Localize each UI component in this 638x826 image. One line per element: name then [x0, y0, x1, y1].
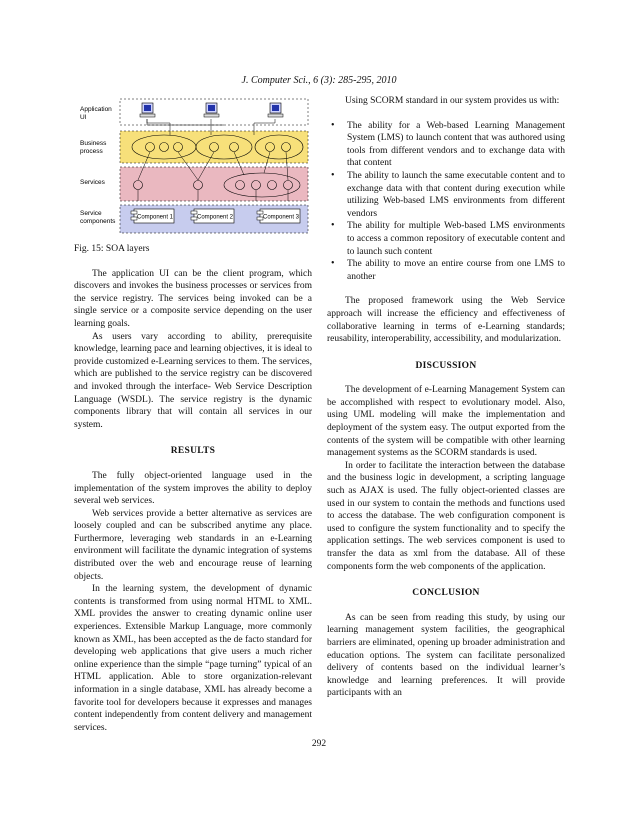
soa-layers-figure [74, 95, 312, 235]
left-column [74, 95, 312, 734]
running-header: J. Computer Sci., 6 (3): 285-295, 2010 [241, 75, 397, 86]
right-column [327, 95, 565, 700]
computer-icon [204, 103, 219, 117]
paragraph: The proposed framework using the Web Service approach will increase the efficiency and effectiveness of collaborative learning in terms of e-Learning standards; reusability, interoperability, accessibility, and modularization. [327, 296, 565, 345]
paragraph: Using SCORM standard in our system provides us with: [345, 96, 560, 106]
layer-label-components-1: Service [80, 210, 102, 217]
paragraph: As can be seen from reading this study, by using our learning management system facilities, the geographical barriers are eliminated, opening up broader administration and education options. The system can facilitate personalized delivery of contents based on the individual learner’s knowledge and learning preferences. It will provide participants with an [327, 612, 565, 699]
section-heading-conclusion: CONCLUSION [412, 588, 480, 599]
paragraph: The development of e-Learning Management System can be accomplished with respect to evolutionary model. Also, using UML modeling will make the implementation and deployment of the system easy. The output exported from the contents of the system will be compatible with other learning management systems as the SCORM standards is used. [327, 385, 565, 459]
component-3-box [257, 209, 300, 223]
paragraph: In the learning system, the development of dynamic contents is transformed from using normal HTML to XML. XML provides the answer to creating dynamic online user experiences. Extensible Markup Language, more commonly known as XML, has been accepted as the de facto standard for developing web applications that give users a much richer online experience than the simple “page turning” typical of an HTML application. Able to store organization-relevant information in a single database, XML has already become a favorite tool for developers because it expresses and manages content independently from content delivery and management services. [74, 584, 312, 733]
paragraph: As users vary according to ability, prerequisite knowledge, learning pace and learning objectives, it is ideal to provide customized e-Learning services to them. The services, which are published to the service registry can be discovered and invoked through the interface- Web Service Description Language (WSDL). The service registry is the dynamic components library that will contain all services in our system. [74, 331, 312, 430]
figure-caption: Fig. 15: SOA layers [74, 244, 150, 254]
layer-label-business-2: process [80, 148, 103, 155]
paragraph: Web services provide a better alternative as services are loosely coupled and can be subscribed anytime any place. Furthermore, leveraging web standards in an e-Learning environment will facilitate the dynamic integration of systems distributed over the web and encourage reuse of learning objects. [74, 508, 312, 582]
component-2-box [191, 209, 234, 223]
component-1-label: Component 1 [136, 214, 174, 221]
list-item: • The ability for multiple Web-based LMS environments to access a common repository of executable content and to launch such content [327, 220, 565, 258]
section-heading-discussion: DISCUSSION [415, 360, 477, 371]
layer-label-app-ui-1: Application [80, 106, 112, 113]
page-number: 292 [311, 739, 327, 749]
component-3-label: Component 3 [262, 214, 300, 221]
component-2-label: Component 2 [196, 214, 234, 221]
scorm-benefits-list [327, 120, 565, 284]
list-item: • The ability to move an entire course from one LMS to another [327, 258, 565, 283]
section-heading-results: RESULTS [170, 446, 216, 457]
soa-diagram [74, 95, 312, 235]
list-item: • The ability for a Web-based Learning Management System (LMS) to launch content that was authored using tools from different vendors and to exchange data with that content [327, 120, 565, 170]
layer-label-components-2: components [80, 218, 116, 225]
computer-icon [268, 103, 283, 117]
paragraph: The fully object-oriented language used in the implementation of the system improves the ability to deploy several web services. [74, 470, 312, 507]
paragraph: In order to facilitate the interaction between the database and the business logic in development, a scripting language such as AJAX is used. The fully object-oriented classes are used in our system to contain the methods and functions used to access the database. The web configuration component is used to configure the system functionality and to specify the application settings. The web services component is used to transfer the data as xml from the database. All of these components form the web components of the application. [327, 460, 565, 572]
paragraph: The application UI can be the client program, which discovers and invokes the business processes or services from the service registry. The services being invoked can be a single service or a composite service depending on the user learning goals. [74, 268, 312, 329]
computer-icon [140, 103, 155, 117]
layer-label-app-ui-2: UI [80, 114, 87, 121]
layer-label-services: Services [80, 179, 105, 186]
layer-label-business-1: Business [80, 140, 107, 147]
component-1-box [131, 209, 174, 223]
list-item: • The ability to launch the same executable content and to exchange data with that content during execution while utilizing Web-based LMS environments from different vendors [327, 170, 565, 220]
